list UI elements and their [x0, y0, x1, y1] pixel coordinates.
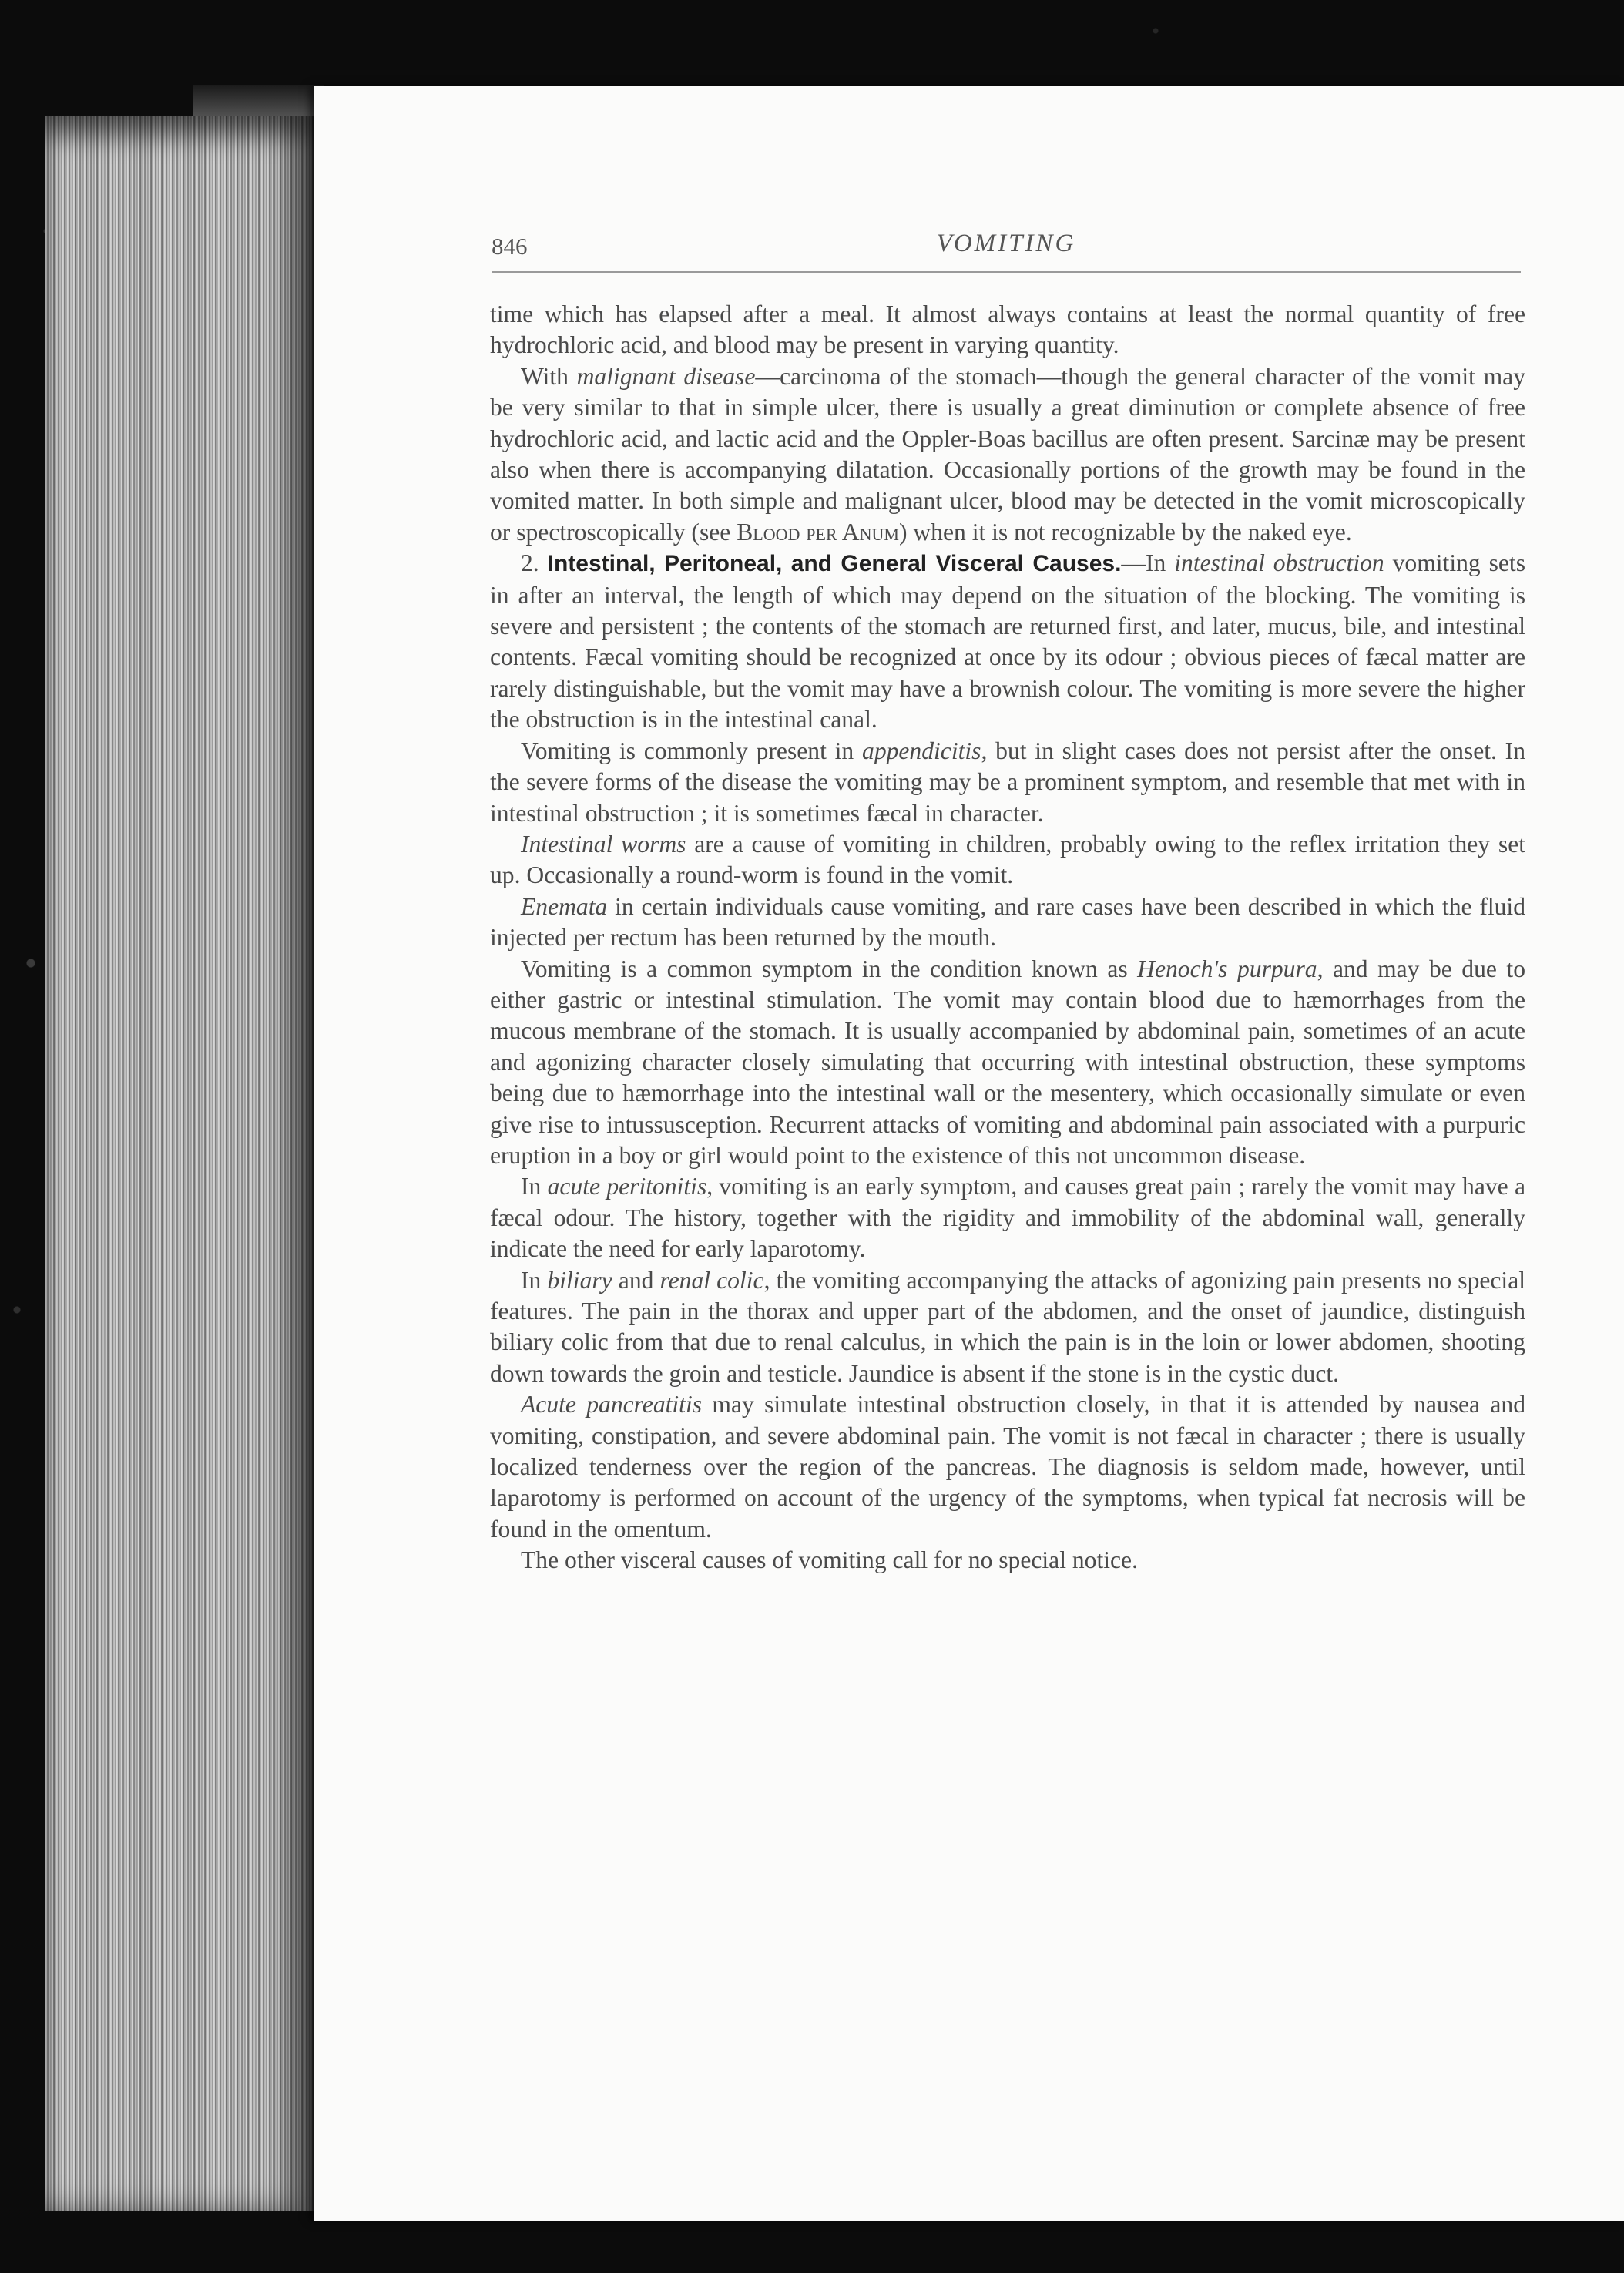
paragraph — [490, 361, 1525, 548]
book-page-edges — [45, 116, 314, 2211]
paragraph — [490, 548, 1525, 735]
text-run: vomiting sets in after an interval, the length of which may depend on the situation of the blocking. The vomiting is severe and persistent ; the contents of the stomach are returned first, and later, mucus, bile, and intestinal contents. Fæcal vomiting should be recognized at once by its odour ; obvious pieces of fæcal matter are rarely distinguishable, but the vomit may have a brownish colour. The vomiting is more severe the higher the obstruction is in the intestinal canal. — [490, 549, 1525, 734]
text-run: in certain individuals cause vomiting, and rare cases have been described in which the fluid injected per rectum has been returned by the mouth. — [490, 892, 1525, 952]
text-run: Vomiting is commonly present in — [521, 737, 863, 764]
text-run: ) when it is not recognizable by the naked eye. — [898, 518, 1352, 546]
italic-term: Acute pancreatitis — [521, 1391, 703, 1419]
running-title: VOMITING — [936, 230, 1076, 257]
italic-term: renal colic — [659, 1266, 764, 1294]
text-run: , vomiting is an early symptom, and causes great pain ; rarely the vomit may have a fæcal odour. The history, together with the rigidity and immobility of the abdominal wall, generally indicate the need for early laparotomy. — [490, 1173, 1525, 1263]
text-run: , but in slight cases does not persist after the onset. In the severe forms of the disease the vomiting may be a prominent symptom, and resemble that met with in intestinal obstruction ; it is sometimes fæcal in character. — [490, 737, 1525, 827]
italic-term: Enemata — [521, 892, 608, 920]
italic-term: Intestinal worms — [521, 830, 686, 858]
text-run: are a cause of vomiting in children, probably owing to the reflex irritation they set up. Occasionally a round-worm is found in the vomit. — [490, 830, 1525, 889]
text-run: In — [521, 1173, 548, 1200]
text-run: —carcinoma of the stomach—though the general character of the vomit may be very similar to that in simple ulcer, there is usually a great diminution or complete absence of free hydrochloric acid, and lactic acid and the Oppler-Boas bacillus are often present. Sarcinæ may be present also when there is accompanying dilatation. Occasionally portions of the growth may be found in the vomited matter. In both simple and malignant ulcer, blood may be detected in the vomit microscopically or spectroscopically (see — [490, 362, 1525, 546]
paragraph — [490, 736, 1525, 829]
paragraph — [490, 954, 1525, 1172]
cross-reference: Blood per Anum — [737, 518, 899, 546]
text-run: —In — [1121, 549, 1175, 577]
paragraph — [490, 1265, 1525, 1390]
text-run: , and may be due to either gastric or intestinal stimulation. The vomit may contain blood due to hæmorrhages from the mucous membrane of the stomach. It is usually accompanied by abdominal pain, sometimes of an acute and agonizing character closely simulating that occurring with intestinal obstruction, these symptoms being due to hæmorrhage into the intestinal wall or the mesentery, which occasionally simulate or even give rise to intussusception. Recurrent attacks of vomiting and abdominal pain associated with a purpuric eruption in a boy or girl would point to the existence of this not uncommon disease. — [490, 955, 1525, 1169]
text-run: The other visceral causes of vomiting call for no special notice. — [521, 1546, 1138, 1574]
italic-term: malignant disease — [576, 362, 756, 390]
running-head — [492, 228, 1521, 273]
italic-term: biliary — [547, 1266, 612, 1294]
paragraph — [490, 299, 1525, 361]
italic-term: acute peritonitis — [547, 1173, 707, 1200]
text-run: , the vomiting accompanying the attacks of agonizing pain presents no special features. The pain in the thorax and upper part of the abdomen, and the onset of jaundice, distinguish biliary colic from that due to renal calculus, in which the pain is in the loin or lower abdomen, shooting down towards the groin and testicle. Jaundice is absent if the stone is in the cystic duct. — [490, 1266, 1526, 1387]
paragraph — [490, 829, 1525, 891]
text-run: and — [612, 1266, 660, 1294]
text-run: In — [521, 1266, 548, 1294]
page-number: 846 — [492, 233, 528, 260]
text-run: With — [521, 362, 577, 390]
paragraph — [490, 1389, 1525, 1545]
paragraph — [490, 1545, 1525, 1576]
body-text — [490, 299, 1525, 1994]
italic-term: Henoch's purpura — [1137, 955, 1317, 982]
section-heading: Intestinal, Peritoneal, and General Visceral Causes. — [547, 551, 1122, 577]
text-run: time which has elapsed after a meal. It almost always contains at least the normal quantity of free hydrochloric acid, and blood may be present in varying quantity. — [490, 300, 1525, 359]
italic-term: intestinal obstruction — [1174, 549, 1384, 577]
italic-term: appendicitis — [862, 737, 981, 764]
text-run: may simulate intestinal obstruction closely, in that it is attended by nausea and vomiting, constipation, and severe abdominal pain. The vomit is not fæcal in character ; there is usually localized tenderness over the region of the pancreas. The diagnosis is seldom made, however, until laparotomy is performed on account of the urgency of the symptoms, when typical fat necrosis will be found in the omentum. — [490, 1391, 1525, 1543]
paragraph — [490, 1171, 1525, 1264]
text-run: 2. — [521, 549, 548, 577]
paragraph — [490, 891, 1525, 954]
text-run: Vomiting is a common symptom in the condition known as — [521, 955, 1138, 982]
